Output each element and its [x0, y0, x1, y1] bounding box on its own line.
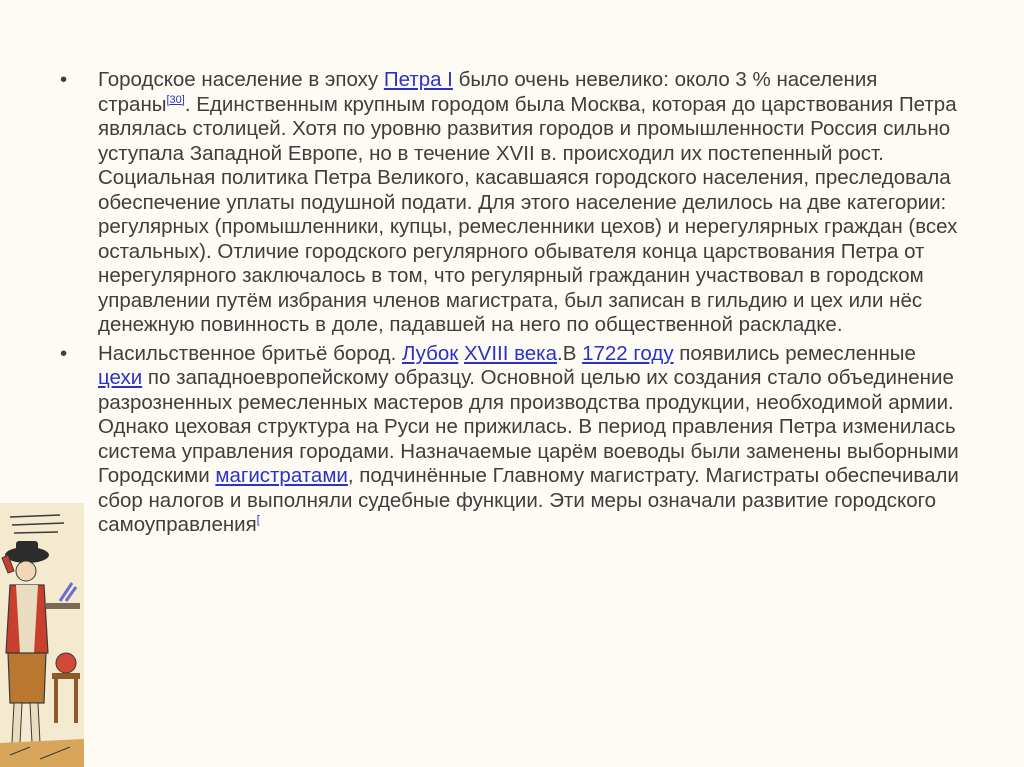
hyperlink[interactable]: [ — [256, 514, 260, 527]
paragraph-text: по западноевропейскому образцу. Основной целью их создания стало объединение разрозненных ремесленных мастеров для производства продукции, необходимой армии. Однако цеховая структура на Руси не прижилась. В период правления Петра изменилась система управления городами. Назначаемые царём воеводы были заменены выборными Городскими — [98, 366, 959, 487]
hyperlink[interactable]: XVIII века — [463, 341, 557, 365]
hyperlink[interactable]: Лубок — [402, 341, 459, 365]
bullet-dot: • — [60, 68, 68, 91]
bullet-paragraph — [60, 68, 965, 338]
hyperlink[interactable]: цехи — [98, 366, 143, 389]
bullet-dot: • — [60, 341, 68, 365]
paragraph-text: появились ремесленные — [673, 341, 916, 365]
paragraph-text: , подчинённые Главному магистрату. Магистраты обеспечивали сбор налогов и выполняли судебные функции. Эти меры означали развитие городского самоуправления — [98, 464, 959, 536]
hyperlink[interactable]: [30] — [166, 93, 185, 106]
paragraph-text: .В — [557, 341, 583, 365]
hyperlink[interactable]: магистратами — [215, 464, 348, 487]
paragraph-text: . Единственным крупным городом была Москва, которая до царствования Петра являлась столицей. Хотя по уровню развития городов и промышленности Россия сильно уступала Западной Европе, но в течение XVII в. происходил их постепенный рост. Социальная политика Петра Великого, касавшаяся городского населения, преследовала обеспечение уплаты подушной подати. Для этого население делилось на две категории: регулярных (промышленники, купцы, ремесленники цехов) и нерегулярных граждан (всех остальных). Отличие городского регулярного обывателя конца царствования Петра от нерегулярного заключалось в том, что регулярный гражданин участвовал в городском управлении путём избрания членов магистрата, был записан в гильдию и цех или нёс денежную повинность в доле, падавшей на него по общественной раскладке. — [98, 92, 958, 336]
hyperlink[interactable]: Петра I — [383, 68, 453, 91]
slide-text — [60, 68, 965, 542]
bullet-paragraph — [60, 342, 965, 538]
lubok-illustration — [0, 503, 84, 767]
hyperlink[interactable]: 1722 году — [582, 341, 674, 365]
paragraph-text: Городское население в эпоху — [98, 68, 384, 91]
paragraph-text: было очень невелико: около 3 % населения страны — [98, 68, 878, 116]
paragraph-text: Насильственное бритьё бород. — [98, 341, 402, 365]
